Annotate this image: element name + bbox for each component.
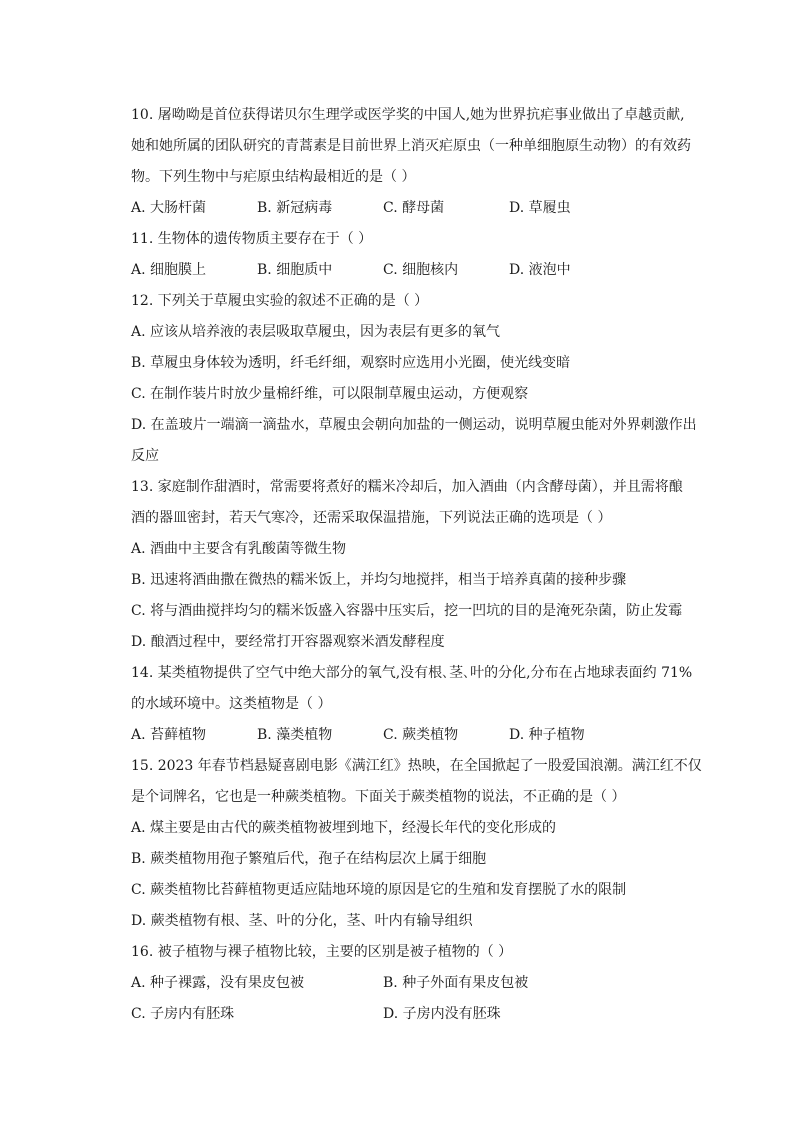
option-c: C. 蕨类植物比苔藓植物更适应陆地环境的原因是它的生殖和发育摆脱了水的限制 [131, 882, 627, 898]
option-a: A. 煤主要是由古代的蕨类植物被埋到地下，经漫长年代的变化形成的 [131, 820, 557, 836]
option-c: C. 在制作装片时放少量棉纤维，可以限制草履虫运动，方便观察 [131, 386, 529, 402]
question-11 [131, 224, 691, 286]
question-10 [131, 100, 691, 224]
option-c: C. 蕨类植物 [383, 727, 459, 743]
question-list [131, 100, 702, 1030]
option-b: B. 种子外面有果皮包被 [383, 975, 529, 991]
question-text-line: 物。下列生物中与疟原虫结构最相近的是（ ） [131, 169, 416, 185]
question-16 [131, 937, 691, 1030]
option-b: B. 草履虫身体较为透明，纤毛纤细，观察时应选用小光圈，使光线变暗 [131, 355, 571, 371]
question-text-line: 16. 被子植物与裸子植物比较，主要的区别是被子植物的（ ） [131, 944, 513, 960]
option-d: D. 种子植物 [509, 727, 585, 743]
option-d: D. 草履虫 [509, 200, 571, 216]
option-d: D. 酿酒过程中，要经常打开容器观察米酒发酵程度 [131, 634, 445, 650]
option-d-continued: 反应 [131, 448, 159, 464]
option-c: C. 子房内有胚珠 [131, 1006, 235, 1022]
question-text-line: 的水域环境中。这类植物是（ ） [131, 696, 332, 712]
question-text-line: 13. 家庭制作甜酒时，常需要将煮好的糯米冷却后，加入酒曲（内含酵母菌），并且需将酿 [131, 479, 683, 495]
options-row [131, 720, 691, 751]
question-text-line: 12. 下列关于草履虫实验的叙述不正确的是（ ） [131, 293, 429, 309]
option-d: D. 液泡中 [509, 262, 571, 278]
options-row [131, 193, 691, 224]
option-b: B. 新冠病毒 [257, 200, 333, 216]
option-c: C. 细胞核内 [383, 262, 459, 278]
option-a: A. 种子裸露，没有果皮包被 [131, 975, 305, 991]
option-c: C. 酵母菌 [383, 200, 445, 216]
option-a: A. 大肠杆菌 [131, 200, 207, 216]
question-text-line: 11. 生物体的遗传物质主要存在于（ ） [131, 231, 373, 247]
option-a: A. 苔藓植物 [131, 727, 207, 743]
option-b: B. 蕨类植物用孢子繁殖后代，孢子在结构层次上属于细胞 [131, 851, 487, 867]
question-text-line: 是个词牌名，它也是一种蕨类植物。下面关于蕨类植物的说法，不正确的是（ ） [131, 789, 626, 805]
option-a: A. 应该从培养液的表层吸取草履虫，因为表层有更多的氧气 [131, 324, 501, 340]
option-d: D. 蕨类植物有根、茎、叶的分化，茎、叶内有输导组织 [131, 913, 473, 929]
question-text-line: 她和她所属的团队研究的青蒿素是目前世界上消灭疟原虫（一种单细胞原生动物）的有效药 [131, 138, 691, 154]
question-14 [131, 658, 691, 751]
question-text-line: 14. 某类植物提供了空气中绝大部分的氧气,没有根､茎､叶的分化,分布在占地球表面约 71% [131, 665, 693, 681]
options-row [131, 255, 691, 286]
question-13 [131, 472, 691, 658]
question-text-line: 酒的器皿密封，若天气寒冷，还需采取保温措施，下列说法正确的选项是（ ） [131, 510, 612, 526]
options-row [131, 999, 691, 1030]
question-text-line: 15. 2023 年春节档悬疑喜剧电影《满江红》热映，在全国掀起了一股爱国浪潮。满江红不仅 [131, 758, 702, 774]
option-b: B. 细胞质中 [257, 262, 333, 278]
option-b: B. 迅速将酒曲撒在微热的糯米饭上，并均匀地搅拌，相当于培养真菌的接种步骤 [131, 572, 627, 588]
question-15 [131, 751, 702, 937]
option-a: A. 酒曲中主要含有乳酸菌等微生物 [131, 541, 347, 557]
option-d: D. 子房内没有胚珠 [383, 1006, 501, 1022]
option-c: C. 将与酒曲搅拌均匀的糯米饭盛入容器中压实后，挖一凹坑的目的是淹死杂菌，防止发霉 [131, 603, 683, 619]
option-b: B. 藻类植物 [257, 727, 333, 743]
options-row [131, 968, 691, 999]
question-12 [131, 286, 697, 472]
option-a: A. 细胞膜上 [131, 262, 207, 278]
question-text-line: 10. 屠呦呦是首位获得诺贝尔生理学或医学奖的中国人,她为世界抗疟事业做出了卓越贡献, [131, 107, 685, 123]
option-d: D. 在盖玻片一端滴一滴盐水，草履虫会朝向加盐的一侧运动，说明草履虫能对外界刺激作出 [131, 417, 697, 433]
